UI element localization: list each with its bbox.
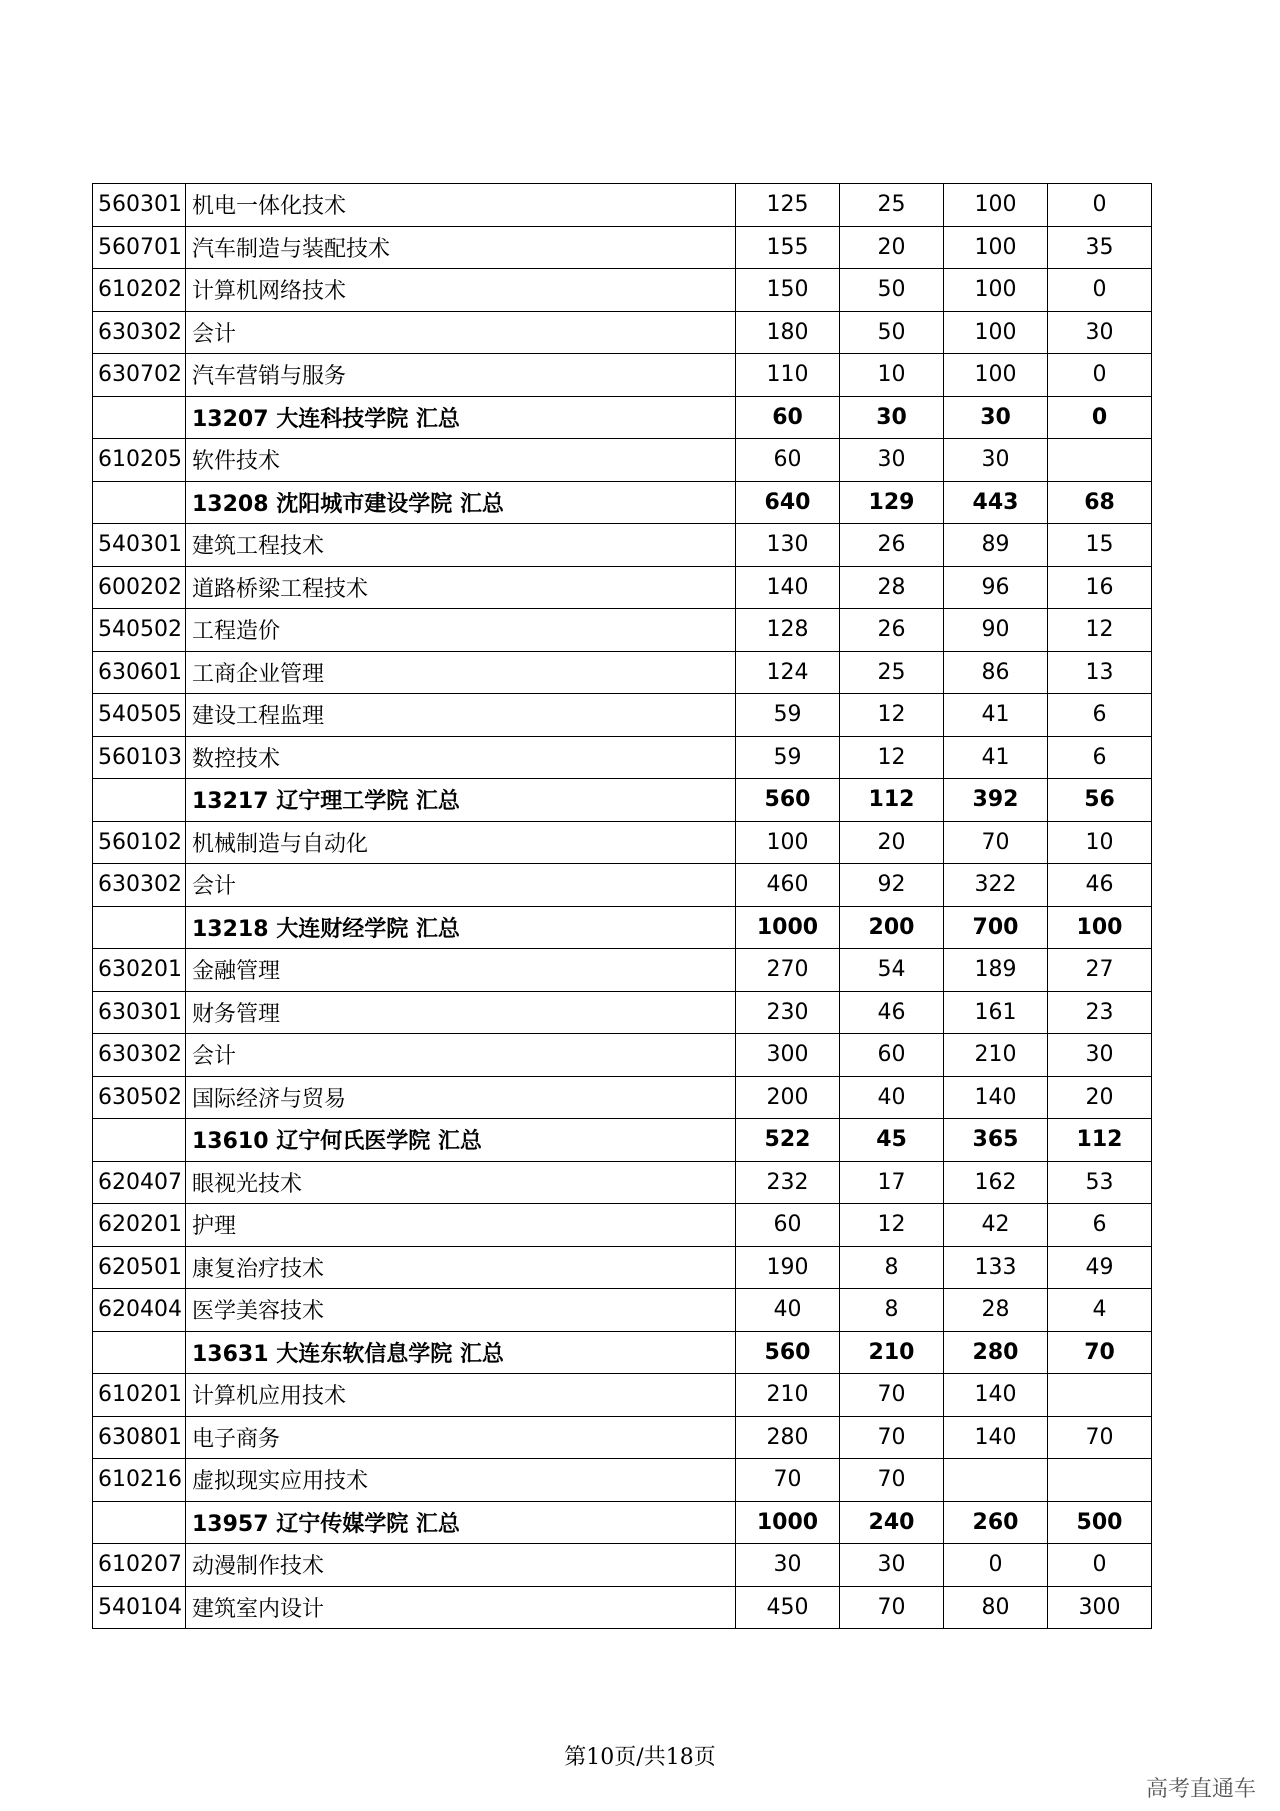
program-code-cell: 620201 bbox=[93, 1204, 186, 1247]
plan-col-3-cell: 41 bbox=[944, 694, 1048, 737]
table-row bbox=[93, 991, 1152, 1034]
program-code-cell bbox=[93, 906, 186, 949]
table-row bbox=[93, 651, 1152, 694]
total-plan-cell: 59 bbox=[736, 736, 840, 779]
plan-col-4-cell: 68 bbox=[1048, 481, 1152, 524]
plan-col-4-cell: 6 bbox=[1048, 1204, 1152, 1247]
plan-col-2-cell: 129 bbox=[840, 481, 944, 524]
program-code-cell: 560102 bbox=[93, 821, 186, 864]
total-plan-cell: 59 bbox=[736, 694, 840, 737]
program-code-cell bbox=[93, 396, 186, 439]
plan-col-2-cell: 50 bbox=[840, 311, 944, 354]
total-plan-cell: 70 bbox=[736, 1459, 840, 1502]
plan-col-3-cell: 280 bbox=[944, 1331, 1048, 1374]
program-code-cell bbox=[93, 481, 186, 524]
plan-col-2-cell: 70 bbox=[840, 1459, 944, 1502]
program-name-cell: 会计 bbox=[186, 311, 736, 354]
total-plan-cell: 232 bbox=[736, 1161, 840, 1204]
plan-col-3-cell: 140 bbox=[944, 1076, 1048, 1119]
program-name-cell: 国际经济与贸易 bbox=[186, 1076, 736, 1119]
plan-col-3-cell: 133 bbox=[944, 1246, 1048, 1289]
program-name-cell: 汽车制造与装配技术 bbox=[186, 226, 736, 269]
plan-col-4-cell: 23 bbox=[1048, 991, 1152, 1034]
school-summary-row bbox=[93, 396, 1152, 439]
plan-col-2-cell: 12 bbox=[840, 694, 944, 737]
watermark-text: 高考直通车 bbox=[1145, 1777, 1256, 1802]
program-name-cell: 道路桥梁工程技术 bbox=[186, 566, 736, 609]
program-name-cell: 康复治疗技术 bbox=[186, 1246, 736, 1289]
table-row bbox=[93, 1459, 1152, 1502]
plan-col-2-cell: 8 bbox=[840, 1289, 944, 1332]
program-code-cell: 540505 bbox=[93, 694, 186, 737]
table-row bbox=[93, 1544, 1152, 1587]
plan-col-3-cell: 700 bbox=[944, 906, 1048, 949]
table-row bbox=[93, 821, 1152, 864]
plan-col-3-cell: 0 bbox=[944, 1544, 1048, 1587]
program-name-cell: 13207 大连科技学院 汇总 bbox=[186, 396, 736, 439]
plan-col-4-cell: 16 bbox=[1048, 566, 1152, 609]
program-name-cell: 数控技术 bbox=[186, 736, 736, 779]
plan-col-2-cell: 10 bbox=[840, 354, 944, 397]
plan-col-2-cell: 40 bbox=[840, 1076, 944, 1119]
program-name-cell: 13610 辽宁何氏医学院 汇总 bbox=[186, 1119, 736, 1162]
total-plan-cell: 155 bbox=[736, 226, 840, 269]
program-code-cell bbox=[93, 779, 186, 822]
plan-col-3-cell: 70 bbox=[944, 821, 1048, 864]
plan-col-2-cell: 200 bbox=[840, 906, 944, 949]
plan-col-3-cell: 189 bbox=[944, 949, 1048, 992]
program-code-cell: 630302 bbox=[93, 864, 186, 907]
plan-col-4-cell: 13 bbox=[1048, 651, 1152, 694]
program-name-cell: 汽车营销与服务 bbox=[186, 354, 736, 397]
plan-col-3-cell: 260 bbox=[944, 1501, 1048, 1544]
plan-col-2-cell: 240 bbox=[840, 1501, 944, 1544]
plan-col-4-cell: 56 bbox=[1048, 779, 1152, 822]
program-name-cell: 建筑工程技术 bbox=[186, 524, 736, 567]
total-plan-cell: 40 bbox=[736, 1289, 840, 1332]
program-name-cell: 金融管理 bbox=[186, 949, 736, 992]
table-row bbox=[93, 1416, 1152, 1459]
plan-col-4-cell: 0 bbox=[1048, 269, 1152, 312]
table-row bbox=[93, 354, 1152, 397]
plan-col-4-cell: 112 bbox=[1048, 1119, 1152, 1162]
total-plan-cell: 450 bbox=[736, 1586, 840, 1629]
total-plan-cell: 60 bbox=[736, 439, 840, 482]
program-name-cell: 财务管理 bbox=[186, 991, 736, 1034]
plan-col-2-cell: 17 bbox=[840, 1161, 944, 1204]
program-name-cell: 13218 大连财经学院 汇总 bbox=[186, 906, 736, 949]
plan-col-2-cell: 70 bbox=[840, 1586, 944, 1629]
table-row bbox=[93, 311, 1152, 354]
plan-col-2-cell: 20 bbox=[840, 821, 944, 864]
program-name-cell: 建筑室内设计 bbox=[186, 1586, 736, 1629]
plan-col-2-cell: 70 bbox=[840, 1416, 944, 1459]
program-code-cell: 610201 bbox=[93, 1374, 186, 1417]
total-plan-cell: 560 bbox=[736, 1331, 840, 1374]
plan-col-2-cell: 30 bbox=[840, 1544, 944, 1587]
program-name-cell: 医学美容技术 bbox=[186, 1289, 736, 1332]
plan-col-2-cell: 26 bbox=[840, 609, 944, 652]
plan-col-3-cell: 100 bbox=[944, 354, 1048, 397]
school-summary-row bbox=[93, 481, 1152, 524]
program-code-cell: 540502 bbox=[93, 609, 186, 652]
program-code-cell: 610216 bbox=[93, 1459, 186, 1502]
total-plan-cell: 60 bbox=[736, 396, 840, 439]
plan-col-2-cell: 112 bbox=[840, 779, 944, 822]
total-plan-cell: 270 bbox=[736, 949, 840, 992]
program-code-cell: 560103 bbox=[93, 736, 186, 779]
program-name-cell: 虚拟现实应用技术 bbox=[186, 1459, 736, 1502]
table-body bbox=[93, 184, 1152, 1629]
plan-col-3-cell: 161 bbox=[944, 991, 1048, 1034]
plan-col-4-cell: 10 bbox=[1048, 821, 1152, 864]
plan-col-3-cell bbox=[944, 1459, 1048, 1502]
total-plan-cell: 130 bbox=[736, 524, 840, 567]
total-plan-cell: 140 bbox=[736, 566, 840, 609]
program-name-cell: 软件技术 bbox=[186, 439, 736, 482]
plan-col-4-cell bbox=[1048, 1459, 1152, 1502]
program-name-cell: 会计 bbox=[186, 1034, 736, 1077]
plan-col-3-cell: 80 bbox=[944, 1586, 1048, 1629]
program-name-cell: 机电一体化技术 bbox=[186, 184, 736, 227]
program-code-cell: 620407 bbox=[93, 1161, 186, 1204]
total-plan-cell: 125 bbox=[736, 184, 840, 227]
enrollment-table bbox=[92, 183, 1152, 1629]
school-summary-row bbox=[93, 779, 1152, 822]
plan-col-2-cell: 45 bbox=[840, 1119, 944, 1162]
plan-col-4-cell: 0 bbox=[1048, 184, 1152, 227]
program-name-cell: 13208 沈阳城市建设学院 汇总 bbox=[186, 481, 736, 524]
program-code-cell: 630201 bbox=[93, 949, 186, 992]
plan-col-3-cell: 140 bbox=[944, 1374, 1048, 1417]
total-plan-cell: 200 bbox=[736, 1076, 840, 1119]
plan-col-4-cell: 53 bbox=[1048, 1161, 1152, 1204]
plan-col-2-cell: 25 bbox=[840, 184, 944, 227]
plan-col-3-cell: 392 bbox=[944, 779, 1048, 822]
school-summary-row bbox=[93, 906, 1152, 949]
plan-col-3-cell: 210 bbox=[944, 1034, 1048, 1077]
program-code-cell: 630301 bbox=[93, 991, 186, 1034]
table-row bbox=[93, 226, 1152, 269]
plan-col-4-cell: 6 bbox=[1048, 736, 1152, 779]
program-name-cell: 会计 bbox=[186, 864, 736, 907]
table-row bbox=[93, 1204, 1152, 1247]
total-plan-cell: 210 bbox=[736, 1374, 840, 1417]
table-row bbox=[93, 864, 1152, 907]
plan-col-2-cell: 25 bbox=[840, 651, 944, 694]
table-row bbox=[93, 524, 1152, 567]
program-code-cell: 630302 bbox=[93, 1034, 186, 1077]
table-row bbox=[93, 566, 1152, 609]
table-row bbox=[93, 609, 1152, 652]
program-code-cell: 560701 bbox=[93, 226, 186, 269]
plan-col-3-cell: 100 bbox=[944, 226, 1048, 269]
table-row bbox=[93, 1076, 1152, 1119]
total-plan-cell: 300 bbox=[736, 1034, 840, 1077]
total-plan-cell: 560 bbox=[736, 779, 840, 822]
table-row bbox=[93, 1034, 1152, 1077]
plan-col-4-cell bbox=[1048, 1374, 1152, 1417]
plan-col-2-cell: 30 bbox=[840, 396, 944, 439]
total-plan-cell: 1000 bbox=[736, 1501, 840, 1544]
plan-col-2-cell: 20 bbox=[840, 226, 944, 269]
table-row bbox=[93, 1374, 1152, 1417]
total-plan-cell: 190 bbox=[736, 1246, 840, 1289]
plan-col-3-cell: 89 bbox=[944, 524, 1048, 567]
plan-col-3-cell: 30 bbox=[944, 439, 1048, 482]
plan-col-3-cell: 90 bbox=[944, 609, 1048, 652]
program-code-cell: 600202 bbox=[93, 566, 186, 609]
program-code-cell: 560301 bbox=[93, 184, 186, 227]
program-code-cell: 620501 bbox=[93, 1246, 186, 1289]
plan-col-3-cell: 365 bbox=[944, 1119, 1048, 1162]
total-plan-cell: 640 bbox=[736, 481, 840, 524]
total-plan-cell: 1000 bbox=[736, 906, 840, 949]
program-code-cell: 630502 bbox=[93, 1076, 186, 1119]
program-name-cell: 护理 bbox=[186, 1204, 736, 1247]
table-row bbox=[93, 694, 1152, 737]
plan-col-3-cell: 42 bbox=[944, 1204, 1048, 1247]
plan-col-4-cell: 0 bbox=[1048, 354, 1152, 397]
plan-col-2-cell: 12 bbox=[840, 1204, 944, 1247]
program-code-cell bbox=[93, 1501, 186, 1544]
plan-col-3-cell: 443 bbox=[944, 481, 1048, 524]
table-row bbox=[93, 439, 1152, 482]
plan-col-3-cell: 41 bbox=[944, 736, 1048, 779]
plan-col-2-cell: 210 bbox=[840, 1331, 944, 1374]
program-name-cell: 工程造价 bbox=[186, 609, 736, 652]
program-name-cell: 动漫制作技术 bbox=[186, 1544, 736, 1587]
plan-col-4-cell: 100 bbox=[1048, 906, 1152, 949]
page-number: 第10页/共18页 bbox=[564, 1745, 716, 1770]
program-name-cell: 计算机应用技术 bbox=[186, 1374, 736, 1417]
program-name-cell: 眼视光技术 bbox=[186, 1161, 736, 1204]
plan-col-4-cell: 70 bbox=[1048, 1331, 1152, 1374]
plan-col-2-cell: 8 bbox=[840, 1246, 944, 1289]
total-plan-cell: 522 bbox=[736, 1119, 840, 1162]
program-code-cell bbox=[93, 1331, 186, 1374]
school-summary-row bbox=[93, 1119, 1152, 1162]
total-plan-cell: 110 bbox=[736, 354, 840, 397]
program-name-cell: 计算机网络技术 bbox=[186, 269, 736, 312]
plan-col-2-cell: 54 bbox=[840, 949, 944, 992]
program-code-cell: 620404 bbox=[93, 1289, 186, 1332]
total-plan-cell: 30 bbox=[736, 1544, 840, 1587]
plan-col-4-cell: 20 bbox=[1048, 1076, 1152, 1119]
program-code-cell bbox=[93, 1119, 186, 1162]
total-plan-cell: 124 bbox=[736, 651, 840, 694]
table-row bbox=[93, 736, 1152, 779]
program-name-cell: 13217 辽宁理工学院 汇总 bbox=[186, 779, 736, 822]
program-code-cell: 610205 bbox=[93, 439, 186, 482]
plan-col-4-cell bbox=[1048, 439, 1152, 482]
program-name-cell: 13957 辽宁传媒学院 汇总 bbox=[186, 1501, 736, 1544]
total-plan-cell: 60 bbox=[736, 1204, 840, 1247]
plan-col-3-cell: 86 bbox=[944, 651, 1048, 694]
plan-col-4-cell: 30 bbox=[1048, 1034, 1152, 1077]
program-name-cell: 机械制造与自动化 bbox=[186, 821, 736, 864]
plan-col-4-cell: 30 bbox=[1048, 311, 1152, 354]
total-plan-cell: 460 bbox=[736, 864, 840, 907]
plan-col-4-cell: 0 bbox=[1048, 396, 1152, 439]
plan-col-4-cell: 300 bbox=[1048, 1586, 1152, 1629]
plan-col-4-cell: 12 bbox=[1048, 609, 1152, 652]
plan-col-2-cell: 12 bbox=[840, 736, 944, 779]
plan-col-2-cell: 60 bbox=[840, 1034, 944, 1077]
program-code-cell: 540104 bbox=[93, 1586, 186, 1629]
program-code-cell: 630702 bbox=[93, 354, 186, 397]
plan-col-2-cell: 92 bbox=[840, 864, 944, 907]
plan-col-4-cell: 500 bbox=[1048, 1501, 1152, 1544]
plan-col-3-cell: 322 bbox=[944, 864, 1048, 907]
total-plan-cell: 150 bbox=[736, 269, 840, 312]
plan-col-3-cell: 28 bbox=[944, 1289, 1048, 1332]
plan-col-3-cell: 96 bbox=[944, 566, 1048, 609]
total-plan-cell: 128 bbox=[736, 609, 840, 652]
plan-col-4-cell: 15 bbox=[1048, 524, 1152, 567]
plan-col-2-cell: 46 bbox=[840, 991, 944, 1034]
plan-col-4-cell: 6 bbox=[1048, 694, 1152, 737]
plan-col-4-cell: 4 bbox=[1048, 1289, 1152, 1332]
plan-col-4-cell: 49 bbox=[1048, 1246, 1152, 1289]
plan-col-4-cell: 27 bbox=[1048, 949, 1152, 992]
program-code-cell: 610202 bbox=[93, 269, 186, 312]
table-row bbox=[93, 1586, 1152, 1629]
program-name-cell: 工商企业管理 bbox=[186, 651, 736, 694]
school-summary-row bbox=[93, 1331, 1152, 1374]
school-summary-row bbox=[93, 1501, 1152, 1544]
total-plan-cell: 100 bbox=[736, 821, 840, 864]
plan-col-3-cell: 100 bbox=[944, 184, 1048, 227]
program-name-cell: 建设工程监理 bbox=[186, 694, 736, 737]
table-row bbox=[93, 269, 1152, 312]
program-name-cell: 电子商务 bbox=[186, 1416, 736, 1459]
plan-col-4-cell: 35 bbox=[1048, 226, 1152, 269]
program-code-cell: 630302 bbox=[93, 311, 186, 354]
plan-col-3-cell: 140 bbox=[944, 1416, 1048, 1459]
program-code-cell: 610207 bbox=[93, 1544, 186, 1587]
plan-col-4-cell: 70 bbox=[1048, 1416, 1152, 1459]
total-plan-cell: 280 bbox=[736, 1416, 840, 1459]
table-row bbox=[93, 949, 1152, 992]
plan-col-2-cell: 70 bbox=[840, 1374, 944, 1417]
program-code-cell: 540301 bbox=[93, 524, 186, 567]
plan-col-4-cell: 46 bbox=[1048, 864, 1152, 907]
program-code-cell: 630801 bbox=[93, 1416, 186, 1459]
total-plan-cell: 230 bbox=[736, 991, 840, 1034]
plan-col-3-cell: 162 bbox=[944, 1161, 1048, 1204]
plan-col-2-cell: 26 bbox=[840, 524, 944, 567]
program-code-cell: 630601 bbox=[93, 651, 186, 694]
plan-col-2-cell: 30 bbox=[840, 439, 944, 482]
plan-col-2-cell: 28 bbox=[840, 566, 944, 609]
plan-col-2-cell: 50 bbox=[840, 269, 944, 312]
plan-col-3-cell: 100 bbox=[944, 269, 1048, 312]
table-row bbox=[93, 1161, 1152, 1204]
table-row bbox=[93, 1246, 1152, 1289]
table-row bbox=[93, 184, 1152, 227]
program-name-cell: 13631 大连东软信息学院 汇总 bbox=[186, 1331, 736, 1374]
total-plan-cell: 180 bbox=[736, 311, 840, 354]
plan-col-3-cell: 30 bbox=[944, 396, 1048, 439]
plan-col-3-cell: 100 bbox=[944, 311, 1048, 354]
table-row bbox=[93, 1289, 1152, 1332]
plan-col-4-cell: 0 bbox=[1048, 1544, 1152, 1587]
